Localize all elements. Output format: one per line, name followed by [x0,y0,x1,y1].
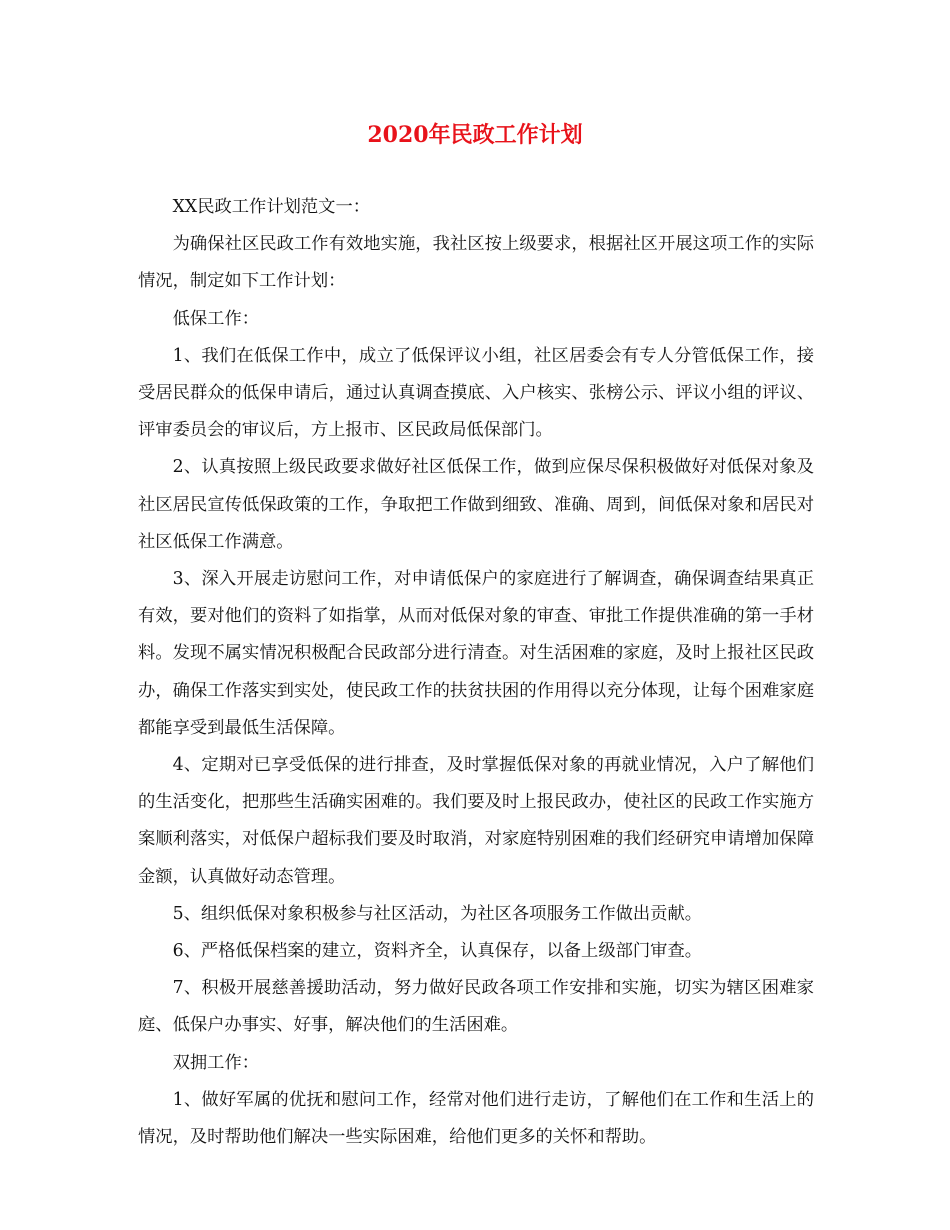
paragraph-item: 3、深入开展走访慰问工作，对申请低保户的家庭进行了解调查，确保调查结果真正有效，要对他们的资料了如指掌，从而对低保对象的审查、审批工作提供准确的第一手材料。发现不属实情况积极配合民政部分进行清查。对生活困难的家庭，及时上报社区民政办，确保工作落实到实处，使民政工作的扶贫扶困的作用得以充分体现，让每个困难家庭都能享受到最低生活保障。 [138,569,814,738]
paragraph-purpose: 为确保社区民政工作有效地实施，我社区按上级要求，根据社区开展这项工作的实际情况，制定如下工作计划： [138,234,814,292]
paragraph-item: 5、组织低保对象积极参与社区活动，为社区各项服务工作做出贡献。 [172,903,703,924]
section-heading-shuangyong: 双拥工作： [172,1052,260,1073]
paragraph-item: 1、做好军属的优抚和慰问工作，经常对他们进行走访，了解他们在工作和生活上的情况，及时帮助他们解决一些实际困难，给他们更多的关怀和帮助。 [138,1089,814,1148]
paragraph-item: 4、定期对已享受低保的进行排查，及时掌握低保对象的再就业情况，入户了解他们的生活变化，把那些生活确实困难的。我们要及时上报民政办，使社区的民政工作实施方案顺利落实，对低保户超标我们要及时取消，对家庭特别困难的我们经研究申请增加保障金额，认真做好动态管理。 [138,755,814,887]
paragraph-intro: XX民政工作计划范文一： [172,197,371,217]
paragraph-item: 6、严格低保档案的建立，资料齐全，认真保存，以备上级部门审查。 [172,941,703,962]
paragraph-item: 2、认真按照上级民政要求做好社区低保工作，做到应保尽保积极做好对低保对象及社区居民宣传低保政策的工作，争取把工作做到细致、准确、周到，间低保对象和居民对社区低保工作满意。 [138,457,814,552]
paragraph-item: 1、我们在低保工作中，成立了低保评议小组，社区居委会有专人分管低保工作，接受居民群众的低保申请后，通过认真调查摸底、入户核实、张榜公示、评议小组的评议、评审委员会的审议后，方上报市、区民政局低保部门。 [138,345,814,441]
section-heading-dibao: 低保工作： [172,308,260,329]
paragraph-item: 7、积极开展慈善援助活动，努力做好民政各项工作安排和实施，切实为辖区困难家庭、低保户办事实、好事，解决他们的生活困难。 [138,978,814,1036]
document-body [138,189,814,1156]
document-title: 2020年民政工作计划 [367,122,583,148]
